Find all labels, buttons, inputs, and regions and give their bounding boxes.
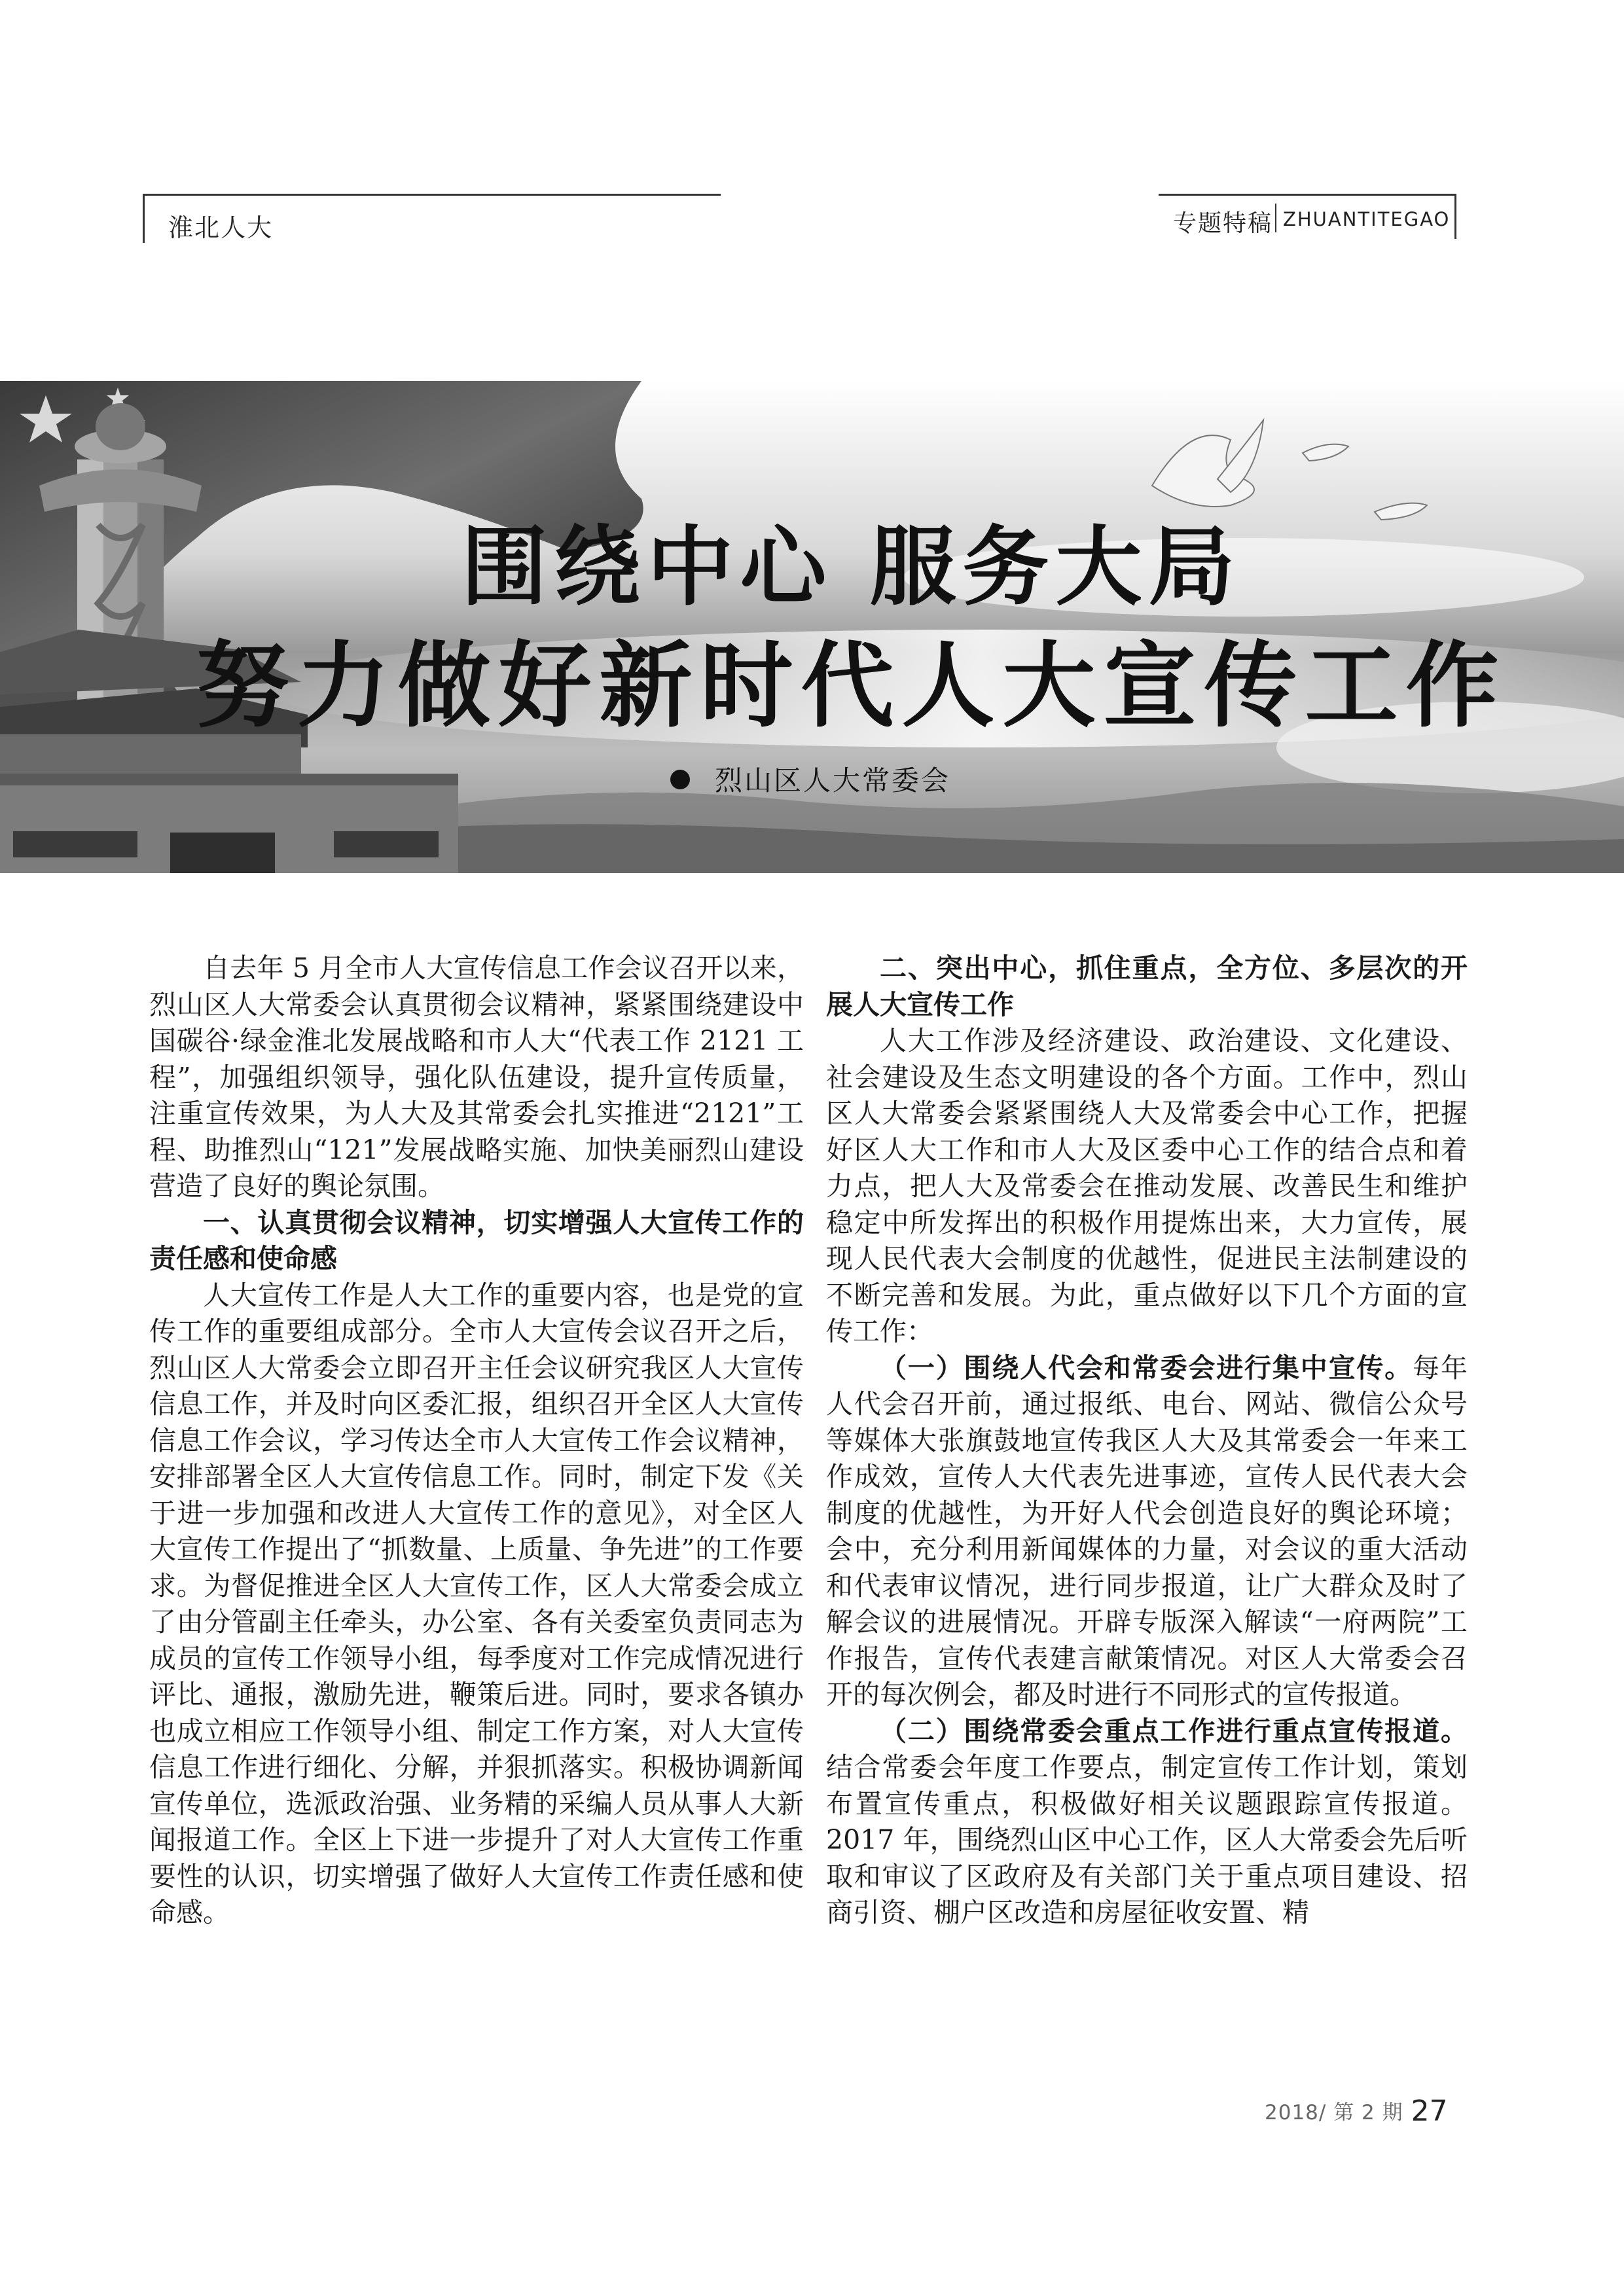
article-author xyxy=(670,759,950,798)
section-2-heading: 二、突出中心，抓住重点，全方位、多层次的开展人大宣传工作 xyxy=(826,952,1468,1020)
section-1-paragraph: 人大宣传工作是人大工作的重要内容，也是党的宣传工作的重要组成部分。全市人大宣传会议召开之后，烈山区人大常委会立即召开主任会议研究我区人大宣传信息工作，并及时向区委汇报，组织召开全区人大宣传信息工作会议，学习传达全市人大宣传工作会议精神，安排部署全区人大宣传信息工作。同时，制定下发《关于进一步加强和改进人大宣传工作的意见》，对全区人大宣传工作提出了“抓数量、上质量、争先进”的工作要求。为督促推进全区人大宣传工作，区人大常委会成立了由分管副主任牵头，办公室、各有关委室负责同志为成员的宣传工作领导小组，每季度对工作完成情况进行评比、通报，激励先进，鞭策后进。同时，要求各镇办也成立相应工作领导小组、制定工作方案，对人大宣传信息工作进行细化、分解，并狠抓落实。积极协调新闻宣传单位，选派政治强、业务精的采编人员从事人大新闻报道工作。全区上下进一步提升了对人大宣传工作重要性的认识，切实增强了做好人大宣传工作责任感和使命感。 xyxy=(149,1279,804,1928)
item-1-paragraph xyxy=(826,1350,1468,1713)
header-right-frame xyxy=(1159,194,1456,239)
article-title-line-1: 围绕中心 服务大局 xyxy=(461,517,1242,618)
item-2-body: 结合常委会年度工作要点，制定宣传工作计划，策划布置宣传重点，积极做好相关议题跟踪宣传报道。2017 年，围绕烈山区中心工作，区人大常委会先后听取和审议了区政府及有关部门关于重点项目建设、招商引资、棚户区改造和房屋征收安置、精 xyxy=(826,1751,1468,1928)
header-left-frame xyxy=(143,194,721,243)
intro-paragraph: 自去年 5 月全市人大宣传信息工作会议召开以来，烈山区人大常委会认真贯彻会议精神，紧紧围绕建设中国碳谷·绿金淮北发展战略和市人大“代表工作 2121 工程”，加强组织领导，强化队伍建设，提升宣传质量，注重宣传效果，为人大及其常委会扎实推进“2121”工程、助推烈山“121”发展战略实施、加快美丽烈山建设营造了良好的舆论氛围。 xyxy=(149,952,804,1202)
section-separator xyxy=(1275,204,1276,232)
article-banner xyxy=(0,381,1624,873)
journal-name: 淮北人大 xyxy=(168,213,274,242)
section-name: 专题特稿 xyxy=(1173,210,1273,237)
item-1-body: 每年人代会召开前，通过报纸、电台、网站、微信公众号等媒体大张旗鼓地宣传我区人大及其常委会一年来工作成效，宣传人大代表先进事迹，宣传人民代表大会制度的优越性，为开好人代会创造良好的舆论环境；会中，充分利用新闻媒体的力量，对会议的重大活动和代表审议情况，进行同步报道，让广大群众及时了解会议的进展情况。开辟专版深入解读“一府两院”工作报告，宣传代表建言献策情况。对区人大常委会召开的每次例会，都及时进行不同形式的宣传报道。 xyxy=(826,1352,1468,1710)
section-1-heading: 一、认真贯彻会议精神，切实增强人大宣传工作的责任感和使命感 xyxy=(149,1206,804,1274)
section-2-paragraph: 人大工作涉及经济建设、政治建设、文化建设、社会建设及生态文明建设的各个方面。工作中，烈山区人大常委会紧紧围绕人大及常委会中心工作，把握好区人大工作和市人大及区委中心工作的结合点和着力点，把人大及常委会在推动发展、改善民生和维护稳定中所发挥出的积极作用提炼出来，大力宣传，展现人民代表大会制度的优越性，促进民主法制建设的不断完善和发展。为此，重点做好以下几个方面的宣传工作： xyxy=(826,1025,1468,1347)
item-2-heading: （二）围绕常委会重点工作进行重点宣传报道。 xyxy=(880,1715,1468,1747)
item-1-heading: （一）围绕人代会和常委会进行集中宣传。 xyxy=(880,1352,1413,1384)
page-number: 27 xyxy=(1411,2094,1448,2128)
section-name-pinyin: ZHUANTITEGAO xyxy=(1283,208,1451,230)
item-2-paragraph xyxy=(826,1713,1468,1931)
issue-label: 2018/ 第 2 期 xyxy=(1265,2101,1403,2125)
article-title-line-2: 努力做好新时代人大宣传工作 xyxy=(196,632,1507,740)
bullet-dot-icon xyxy=(670,770,690,789)
body-column-right xyxy=(826,950,1468,1931)
body-column-left xyxy=(149,950,804,1931)
author-name: 烈山区人大常委会 xyxy=(715,764,951,797)
page-footer xyxy=(1265,2094,1448,2128)
